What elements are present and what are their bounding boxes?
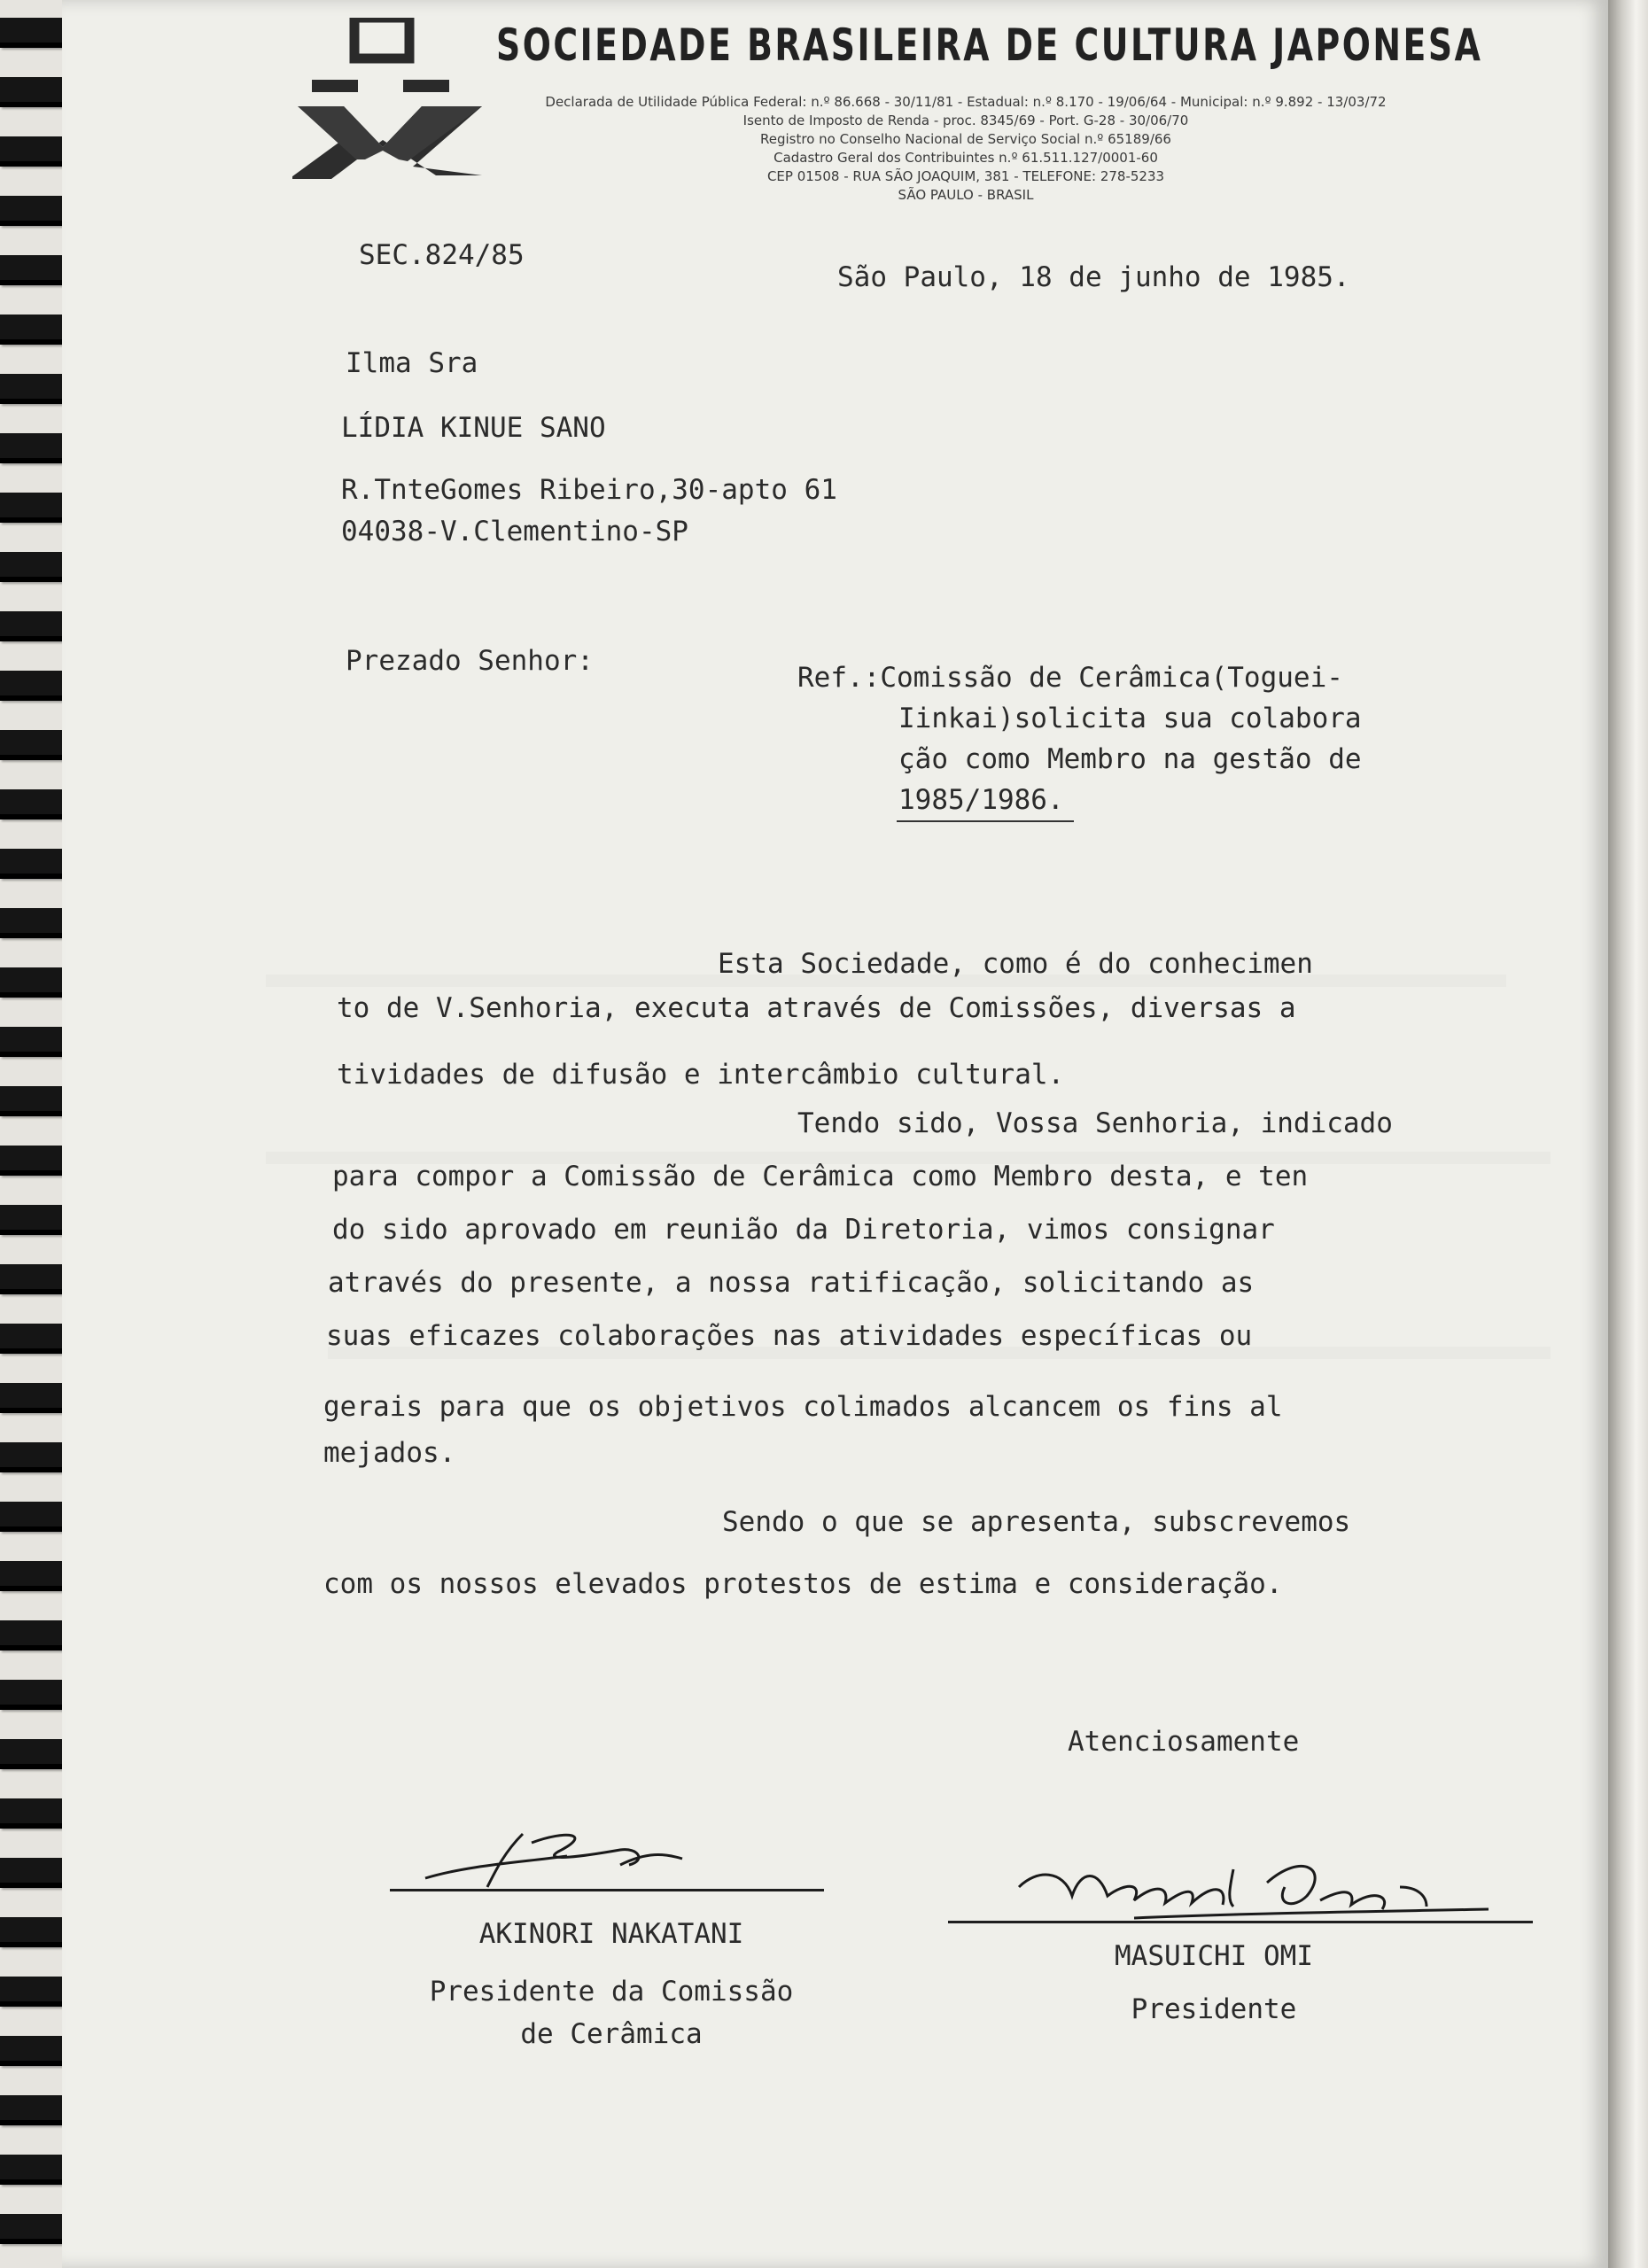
recipient-title: Ilma Sra (346, 347, 478, 379)
body-line: através do presente, a nossa ratificação, solicitando as (328, 1267, 1255, 1299)
signature-line (390, 1889, 824, 1891)
subject-underline (897, 820, 1074, 822)
body-line: para compor a Comissão de Cerâmica como Membro desta, e ten (332, 1161, 1309, 1192)
signatory-role: Presidente (1131, 1993, 1297, 2025)
subject-line: Ref.:Comissão de Cerâmica(Toguei- (797, 662, 1343, 694)
body-line: tividades de difusão e intercâmbio cultural. (337, 1059, 1065, 1091)
body-line: Esta Sociedade, como é do conhecimen (718, 948, 1313, 980)
letterhead-details (496, 93, 1435, 205)
organization-logo-icon (292, 18, 487, 186)
signature-line (948, 1921, 1533, 1923)
organization-name: SOCIEDADE BRASILEIRA DE CULTURA JAPONESA (496, 19, 1483, 71)
salutation: Prezado Senhor: (346, 645, 594, 677)
signatory-role: de Cerâmica (520, 2018, 703, 2050)
letterhead-line: SÃO PAULO - BRASIL (898, 187, 1034, 203)
body-line: to de V.Senhoria, executa através de Comissões, diversas a (337, 992, 1296, 1024)
signature-omi-icon (1001, 1834, 1497, 1940)
subject-line: 1985/1986. (898, 784, 1064, 816)
body-line: gerais para que os objetivos colimados alcancem os fins al (323, 1391, 1283, 1423)
subject-block (797, 657, 1362, 820)
subject-line: Iinkai)solicita sua colabora (898, 703, 1362, 734)
recipient-name: LÍDIA KINUE SANO (341, 412, 606, 444)
letterhead-line: Isento de Imposto de Renda - proc. 8345/69 - Port. G-28 - 30/06/70 (742, 113, 1189, 128)
body-line: Tendo sido, Vossa Senhoria, indicado (797, 1107, 1393, 1139)
body-line: do sido aprovado em reunião da Diretoria, vimos consignar (332, 1214, 1275, 1246)
letterhead-line: Cadastro Geral dos Contribuintes n.º 61.511.127/0001-60 (773, 150, 1158, 166)
letterhead-line: Declarada de Utilidade Pública Federal: n.º 86.668 - 30/11/81 - Estadual: n.º 8.170 - 19/06/64 - Municipal: n.º 9.892 - 13/03/72 (545, 94, 1387, 110)
body-line: Sendo o que se apresenta, subscrevemos (722, 1506, 1351, 1538)
subject-line: ção como Membro na gestão de (898, 743, 1362, 775)
signatory-name: MASUICHI OMI (1115, 1940, 1313, 1972)
closing: Atenciosamente (1068, 1726, 1300, 1758)
body-line: com os nossos elevados protestos de estima e consideração. (323, 1568, 1283, 1600)
signatory-name: AKINORI NAKATANI (478, 1918, 744, 1950)
date-line: São Paulo, 18 de junho de 1985. (837, 261, 1350, 293)
recipient-city: 04038-V.Clementino-SP (341, 516, 688, 548)
reference-number: SEC.824/85 (359, 239, 525, 271)
letterhead-line: CEP 01508 - RUA SÃO JOAQUIM, 381 - TELEFONE: 278-5233 (766, 168, 1165, 184)
recipient-street: R.TnteGomes Ribeiro,30-apto 61 (341, 474, 837, 506)
letterhead-line: Registro no Conselho Nacional de Serviço Social n.º 65189/66 (760, 131, 1171, 147)
signatory-role: Presidente da Comissão (429, 1976, 794, 2008)
signature-nakatani-icon (416, 1816, 735, 1896)
body-line: mejados. (323, 1437, 456, 1469)
page-edge (1608, 0, 1648, 2268)
body-line: suas eficazes colaborações nas atividades específicas ou (326, 1320, 1253, 1352)
